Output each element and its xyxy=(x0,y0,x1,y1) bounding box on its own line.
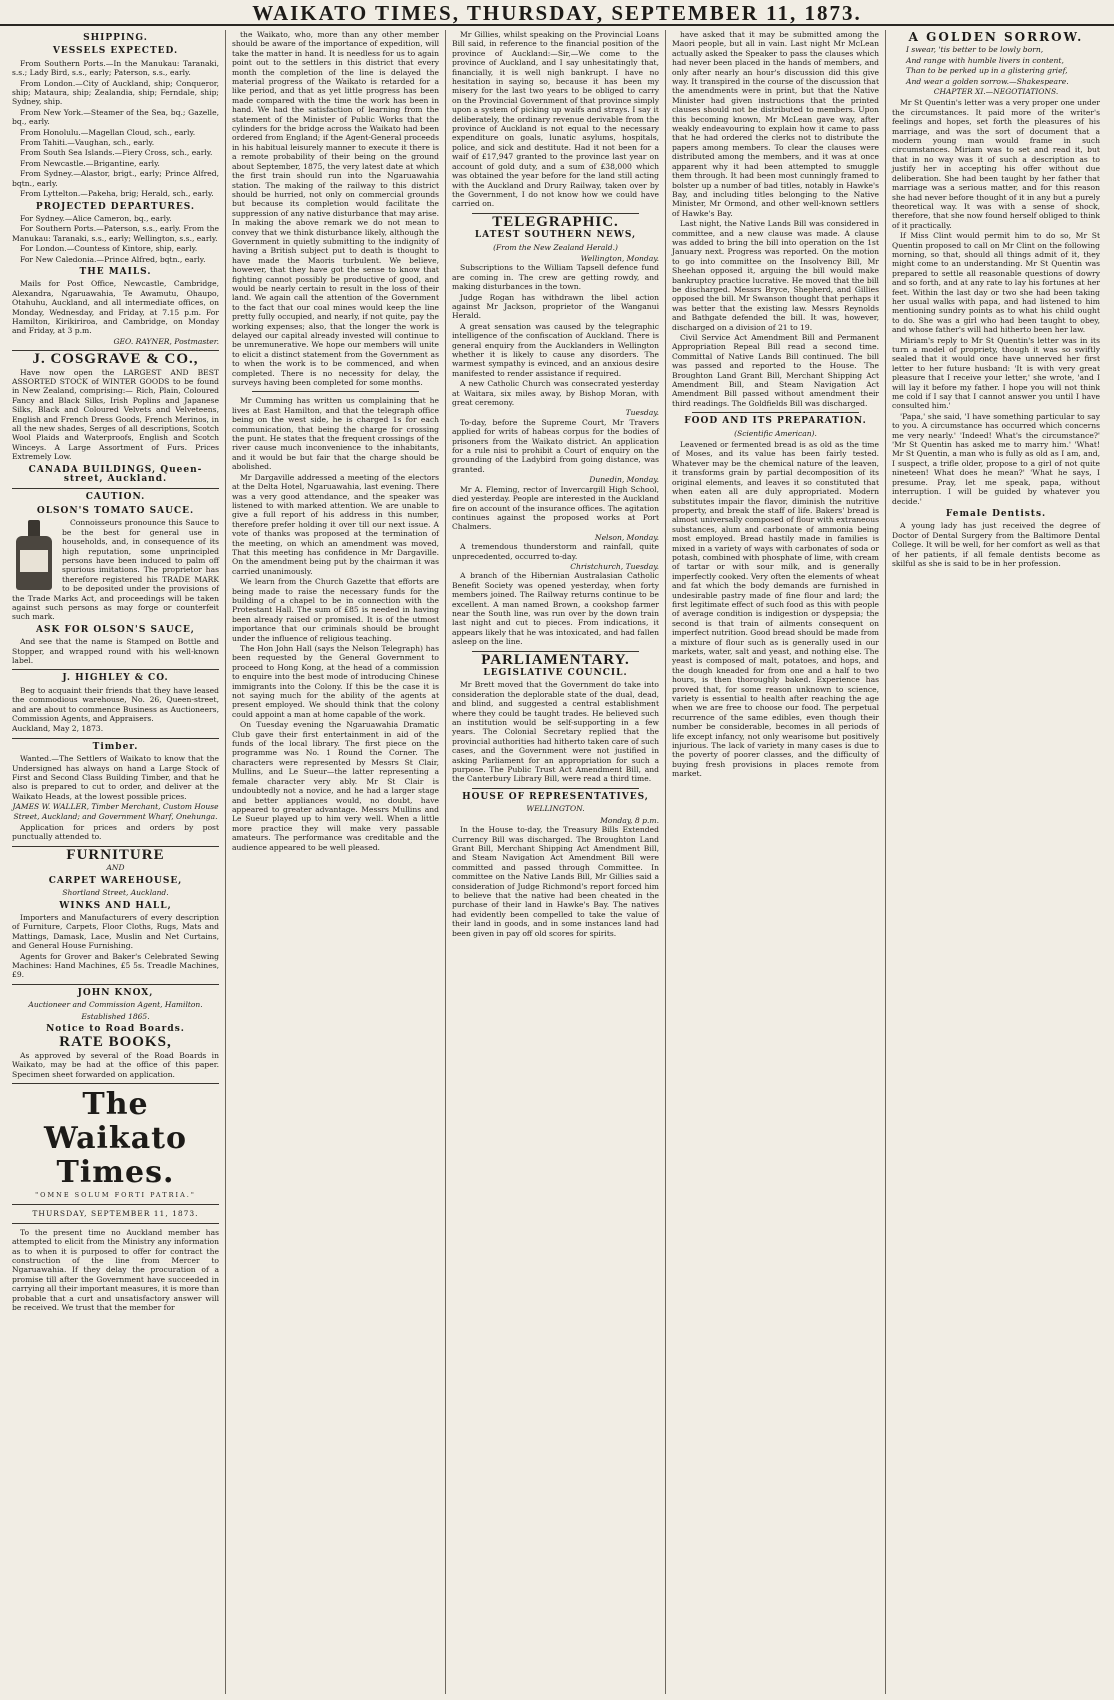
divider xyxy=(12,1204,219,1205)
vessel-entry: From London.—City of Auckland, ship; Conqueror, ship; Mataura, ship; Zealandia, ship; Ferndale, ship; Sydney, ship. xyxy=(12,78,219,107)
furniture-and: AND xyxy=(106,863,125,873)
knox-heading: JOHN KNOX, xyxy=(77,987,154,998)
paper-date: THURSDAY, SEPTEMBER 11, 1873. xyxy=(32,1209,199,1219)
sauce-bottle-icon xyxy=(12,520,56,590)
food-source: (Scientific American). xyxy=(734,428,817,438)
news-item: Mr A. Fleming, rector of Invercargill High School, died yesterday. People are interested in the Auckland fire on account of the insurance offices. The agitation continues against the proposed works at Port Chalmers. xyxy=(452,484,659,532)
highley-date: Auckland, May 2, 1873. xyxy=(12,724,104,734)
poem-line: And wear a golden sorrow.—Shakespeare. xyxy=(906,76,1069,86)
rate-books-text: As approved by several of the Road Boards in Waikato, may be had at the office of this paper. Specimen sheet forwarded on application. xyxy=(12,1050,219,1079)
departure-entry: For Southern Ports.—Paterson, s.s., early. From the Manukau: Taranaki, s.s., early; Wellington, s.s., early. xyxy=(12,224,219,243)
dateline: Wellington, Monday. xyxy=(580,253,659,263)
female-dentists-heading: Female Dentists. xyxy=(945,508,1047,519)
canada-buildings: CANADA BUILDINGS, Queen-street, Auckland. xyxy=(28,464,203,485)
highley-text: Beg to acquaint their friends that they have leased the commodious warehouse, No. 26, Queen-street, and are about to commence Business as Auctioneers, Commission Agents, and Appraisers. xyxy=(12,685,219,723)
paper-title: The Waikato Times. xyxy=(43,1087,187,1190)
masthead xyxy=(0,0,1114,26)
vessel-entry: From Lyttelton.—Pakeha, brig; Herald, sch., early. xyxy=(20,189,214,199)
vessel-entry: From Sydney.—Alastor, brigt., early; Prince Alfred, bqtn., early. xyxy=(12,169,219,188)
house-continued: have asked that it may be submitted among the Maori people, but all in vain. Last night Mr McLean actually asked the Speaker to pass the clauses which had never been placed in the hands of members, and only after nearly an hour's discussion did this give way. It transpired in the course of the discussion that the amendments were in print, but that the Native Minister had given instructions that the printed clauses should not be distributed to members. Upon this becoming known, Mr McLean gave way, after weakly endeavouring to explain how it came to pass that he had ordered the clerks not to distribute the papers among members. To clear the clauses were distributed among the members, and it was at once apparent why it had been attempted to smuggle them through. It had been most cunningly framed to bolster up a number of bad titles, notably in Hawke's Bay, and including titles belonging to the Native Minister, Mr Ormond, and other well-known settlers of Hawke's Bay. xyxy=(672,30,879,218)
olson-ask-text: And see that the name is Stamped on Bottle and Stopper, and wrapped round with his well-known label. xyxy=(12,637,219,665)
newspaper-columns xyxy=(6,30,1108,1694)
shipping-heading: SHIPPING. xyxy=(83,33,148,43)
legislative-text: Mr Brett moved that the Government do take into consideration the deplorable state of the dual, dead, and blind, and suggested a central establishment where they could be taught trades. He believed such an institution would be self-supporting in a few years. The Colonial Secretary replied that the provincial authorities had hitherto taken care of such cases, and the Government were not justified in asking Parliament for an appropriation for such a purpose. The Public Trust Act Amendment Bill, and the Canterbury Library Bill, were read a third time. xyxy=(452,680,659,784)
local-news: Mr Gillies, whilst speaking on the Provincial Loans Bill said, in reference to the financial position of the province of Auckland:—Sir,—We come to the province of Auckland, and I say unhesitatingly that, financially, it is well nigh bankrupt. I have no hesitation in saying so, because it has been my misery for the last two years to be obliged to carry on the Provincial Government of that province simply upon a system of picking up waifs and strays. I say it deliberately, the ordinary revenue derivable from the province of Auckland is not equal to the necessary expenditure on goals, lunatic asylums, hospitals, police, and sick and destitute. Had it not been for a waif of £17,947 granted to the province last year on account of gold duty, and a sum of £38,000 which was obtained the year before for the land still acting with the Auckland and Drury Railway, taken over by the Government, I do not know how we could have carried on. xyxy=(452,30,659,209)
divider xyxy=(12,984,219,985)
column-4 xyxy=(666,30,886,1694)
food-heading: FOOD AND ITS PREPARATION. xyxy=(684,416,867,427)
local-news: We learn from the Church Gazette that efforts are being made to raise the necessary funds for the building of a chapel to be in connection with the Protestant Hall. The sum of £85 is needed in having been already raised or promised. It is of the utmost importance that our criminals should be brought under the influence of religious teaching. xyxy=(232,577,439,643)
cosgrave-title: J. COSGRAVE & CO., xyxy=(32,351,199,368)
dateline: Nelson, Monday. xyxy=(594,532,659,542)
story-paragraph: 'Papa,' she said, 'I have something particular to say to you. A circumstance has occurred which concerns me very nearly.' 'Indeed! What's the circumstance?' 'Mr St Quentin has asked me to marry him.' 'What! Mr St Quentin, a man who is fully as old as I am, and, I suspect, a trifle older, propose to a girl of not quite nineteen! What does he mean?' 'What he says, I presume. Pray, let me speak, papa, without interruption. I will be guided by whatever you decide.' xyxy=(892,411,1100,506)
news-item: To-day, before the Supreme Court, Mr Travers applied for writs of habeas corpus for the bodies of prisoners from the Waikato district. An application for a rule nisi to prohibit a Court of enquiry on the grounding of the Ladybird from going distance, was granted. xyxy=(452,417,659,474)
column-2 xyxy=(226,30,446,1694)
house-continued: Last night, the Native Lands Bill was considered in committee, and a new clause was made. A clause was added to bring the bill into operation on the 1st January next. Progress was reported. On the motion to go into committee on the Insolvency Bill, Mr Sheehan opposed it, arguing the bill would make bankruptcy practice lucrative. He moved that the bill be discharged. Messrs Bryce, Shepherd, and Gillies opposed the bill. Mr Swanson thought that perhaps it was better that the existing law. Messrs Reynolds and Bathgate defended the bill. It was, however, discharged on a division of 21 to 19. xyxy=(672,219,879,332)
knox-established: Established 1865. xyxy=(81,1011,150,1021)
waller-note: Application for prices and orders by post punctually attended to. xyxy=(12,823,219,842)
latest-news-source: (From the New Zealand Herald.) xyxy=(493,242,618,252)
poem-line: I swear, 'tis better to be lowly born, xyxy=(906,45,1044,55)
local-news: Mr Dargaville addressed a meeting of the electors at the Delta Hotel, Ngaruawahia, last evening. There was a very good attendance, and the speaker was listened to with marked attention. We are unable to give a full report of his address in this number, therefore prefer holding it over till our next issue. A vote of thanks was proposed at the termination of the meeting, on which an amendment was moved, That this meeting has confidence in Mr Dargaville. On the amendment being put by the chairman it was carried unanimously. xyxy=(232,472,439,576)
local-news: On Tuesday evening the Ngaruawahia Dramatic Club gave their first entertainment in aid of the funds of the local library. The first piece on the programme was No. 1 Round the Corner. The characters were represented by Messrs St Clair, Mullins, and Le Sueur—the latter representing a female character very ably. Mr St Clair is undoubtedly not a novice, and he had a larger stage and better appliances would, no doubt, have appeared to greater advantage. Messrs Mullins and Le Sueur played up to him very well. When a little more practice they will make very passable amateurs. The performance was creditable and the audience appeared to be well pleased. xyxy=(232,720,439,852)
divider xyxy=(252,391,419,392)
vessel-entry: From Southern Ports.—In the Manukau: Taranaki, s.s.; Lady Bird, s.s., early; Paterson, s.s., early. xyxy=(12,58,219,78)
vessel-entry: From New York.—Steamer of the Sea, bq.; Gazelle, bq., early. xyxy=(12,107,219,127)
dateline: Monday, 8 p.m. xyxy=(600,815,659,825)
olson-text: Connoisseurs pronounce this Sauce to be the best for general use in households, and, in consequence of its high reputation, some unprincipled persons have been induced to palm off spurious imitations. The proprietor has therefore registered his TRADE MARK to be deposited under the provisions of the Trade Marks Act, and proceedings will be taken against such persons as may forge or counterfeit such mark. xyxy=(12,518,219,622)
winks-agents: Agents for Grover and Baker's Celebrated Sewing Machines: Hand Machines, £5 5s. Treadle Machines, £9. xyxy=(12,951,219,980)
vessels-heading: VESSELS EXPECTED. xyxy=(52,46,179,57)
divider xyxy=(12,488,219,489)
vessel-entry: From South Sea Islands.—Fiery Cross, sch., early. xyxy=(20,148,213,158)
story-paragraph: If Miss Clint would permit him to do so, Mr St Quentin proposed to call on Mr Clint on the following morning, so that, should all things admit of it, they might come to an understanding. Mr St Quentin was prepared to settle all reasonable questions of dowry and so forth, and at any rate to lay his fortunes at her feet. Within the last day or two she had been taking her usual walks with papa, and had listened to him mentioning sundry points as to what his child ought to do. She was a girl who had been taught to obey, and whose father's will had hitherto been her law. xyxy=(892,231,1100,335)
knox-text: Auctioneer and Commission Agent, Hamilton. xyxy=(28,1000,203,1010)
departures-heading: PROJECTED DEPARTURES. xyxy=(35,201,196,212)
local-news: The Hon John Hall (says the Nelson Telegraph) has been requested by the General Government to proceed to Hong Kong, at the head of a commission to enquire into the best mode of introducing Chinese immigrants into the Colony. If this be the case it is not saying much for the ability of the agents at present employed. We should think that the colony could appoint a man at home capable of the work. xyxy=(232,644,439,719)
dateline: Dunedin, Monday. xyxy=(589,475,659,485)
house-heading: HOUSE OF REPRESENTATIVES, xyxy=(462,791,649,802)
parliamentary-heading: PARLIAMENTARY. xyxy=(481,651,630,668)
chapter-heading: CHAPTER XI.—NEGOTIATIONS. xyxy=(933,87,1059,97)
timber-text: Wanted.—The Settlers of Waikato to know that the Undersigned has always on hand a Large Stock of First and Second Class Building Timber, and that he also is prepared to cut to order, and deliver at the Waikato Heads, at the lowest possible prices. xyxy=(12,754,219,801)
column-3 xyxy=(446,30,666,1694)
departure-entry: For Sydney.—Alice Cameron, bq., early. xyxy=(20,213,172,223)
rate-books-heading: RATE BOOKS, xyxy=(59,1034,172,1051)
divider xyxy=(12,669,219,670)
mails-heading: THE MAILS. xyxy=(79,266,152,277)
local-news: Mr Cumming has written us complaining that he lives at East Hamilton, and that the telegraph office being on the west side, he is charged 1s for each communication, that being the charge for crossing the punt. He states that the frequent crossings of the river cause much inconvenience to the inhabitants, and it would be but fair that the charge should be abolished. xyxy=(232,396,439,472)
mails-signature: GEO. RAYNER, Postmaster. xyxy=(113,336,219,346)
news-item: A great sensation was caused by the telegraphic intelligence of the confiscation of Auckland. There is general enquiry from the Aucklanders in Wellington whether it is likely to cause any disorders. The warmest sympathy is evinced, and an anxious desire manifested to render assistance if required. xyxy=(452,321,659,378)
olson-ask: ASK FOR OLSON'S SAUCE, xyxy=(36,624,195,635)
departure-entry: For London.—Countess of Kintore, ship, early. xyxy=(20,244,198,254)
divider xyxy=(472,788,639,789)
timber-heading: Timber. xyxy=(92,741,139,752)
legislative-heading: LEGISLATIVE COUNCIL. xyxy=(483,668,628,678)
column-5 xyxy=(886,30,1106,1694)
carpet-heading: CARPET WAREHOUSE, xyxy=(48,875,183,886)
latest-news-heading: LATEST SOUTHERN NEWS, xyxy=(474,230,637,241)
caution-heading: CAUTION. xyxy=(85,492,146,503)
story-paragraph: Miriam's reply to Mr St Quentin's letter was in its turn a model of propriety, though it was so swiftly sealed that it would once have unnerved her first letter to her future husband: 'It is with very great pleasure that I receive your letter,' she wrote, 'and I will lay it before my father. I hope you will not think me cold if I say that I cannot answer you until I have consulted him.' xyxy=(892,335,1100,411)
cosgrave-text: Have now open the LARGEST AND BEST ASSORTED STOCK of WINTER GOODS to be found in New Zealand, comprising:— Rich, Plain, Coloured Fancy and Black Silks, Irish Poplins and Japanese Silks, Black and Coloured Velvets and Velveteens, English and French Dress Goods, French Merinos, in all the new shades, Serges of all descriptions, Scotch Wool Plaids and Waterproofs, English and Scotch Winceys. A Large Assortment of Furs. Prices Extremely Low. xyxy=(12,367,219,462)
news-item: A new Catholic Church was consecrated yesterday at Waitara, six miles away, by Bishop Moran, with great ceremony. xyxy=(452,379,659,408)
column-1 xyxy=(6,30,226,1694)
leader-continued: the Waikato, who, more than any other member should be aware of the importance of expedition, will take the matter in hand. It is needless for us to again point out to the settlers in this district that every month the completion of the line is delayed the material progress of the Waikato is retarded for a like period, and that as yet little progress has been made compared with the time the work has been in hand. We had the satisfaction of learning from the statement of the Minister of Public Works that the cylinders for the bridge across the Waikato had been ordered from England; if the Agent-General proceeds in his habitual leisurely manner to execute it there is a remote probability of their being on the ground about September, 1875, the very latest date at which the first train should run into the Ngaruawahia station. The making of the railway to this district should be hurried, not only on commercial grounds but because its completion would facilitate the suppression of any native disturbance that may arise. In making the above remark we do not mean to convey that we think disturbance likely, although the Government in quietly submitting to the indignity of having a British subject put to death is thought to have made the Maoris turbulent. We believe, however, that they have got the sense to know that fighting cannot possibly be productive of good, and would be nearly certain to result in the loss of their land. We again call the attention of the Government to the fact that our coal mines would keep the line pretty fully occupied, and nearly, if not quite, pay the working expenses; also, that the longer the work is delayed our capital already invested will continue to be unremunerative. We hope our members will unite to elicit a distinct statement from the Government as to when the work is to be commenced, and when completed. There is no necessity for delay, the surveys having been completed for some months. xyxy=(232,30,439,388)
divider xyxy=(12,1223,219,1224)
vessel-entry: From Tahiti.—Vaughan, sch., early. xyxy=(20,138,155,148)
winks-heading: WINKS AND HALL, xyxy=(59,900,172,911)
telegraphic-heading: TELEGRAPHIC. xyxy=(492,213,619,230)
divider xyxy=(12,1083,219,1084)
winks-text: Importers and Manufacturers of every description of Furniture, Carpets, Floor Cloths, Rugs, Mats and Mattings, Damask, Lace, Muslin and Net Curtains, and General House Furnishing. xyxy=(12,912,219,951)
divider xyxy=(12,738,219,739)
poem-line: Than to be perked up in a glistering grief, xyxy=(906,66,1068,76)
leader-text: To the present time no Auckland member has attempted to elicit from the Ministry any information as to when it is purposed to offer for contract the construction of the line from Mercer to Ngaruawahia. If they delay the procuration of a promise till after the Government have succeeded in carrying all their important measures, it is more than probable that a curt and unsatisfactory answer will be received. We trust that the member for xyxy=(12,1227,219,1313)
vessel-entry: From Newcastle.—Brigantine, early. xyxy=(20,158,160,168)
furniture-heading: FURNITURE xyxy=(66,846,165,863)
news-item: Subscriptions to the William Tapsell defence fund are coming in. The crew are getting rowdy, and making disturbances in the town. xyxy=(452,263,659,292)
house-text: In the House to-day, the Treasury Bills Extended Currency Bill was discharged. The Broughton Land Grant Bill, Merchant Shipping Act Amendment Bill, and Steam Navigation Act Amendment Bill were committed and passed through Committee. In committee on the Native Lands Bill, Mr Gillies said a consideration of Judge Richmond's report forced him to believe that the native had been cheated in the purchase of their land in Hawke's Bay. The natives had evidently been compelled to take the value of their land in goods, and in some instances land had been given in pay off old scores for spirits. xyxy=(452,825,659,938)
house-subheading: WELLINGTON. xyxy=(526,804,585,814)
news-item: A tremendous thunderstorm and rainfall, quite unprecedented, occurred to-day. xyxy=(452,542,659,561)
dateline: Christchurch, Tuesday. xyxy=(570,561,659,571)
paper-motto: "OMNE SOLUM FORTI PATRIA." xyxy=(35,1191,196,1199)
news-item: Judge Rogan has withdrawn the libel action against Mr Jackson, proprietor of the Wanganui Herald. xyxy=(452,292,659,321)
dateline: Tuesday. xyxy=(625,408,659,418)
vessel-entry: From Honolulu.—Magellan Cloud, sch., early. xyxy=(20,127,196,137)
divider xyxy=(692,412,859,413)
food-text: Leavened or fermented bread is as old as the time of Moses, and its value has been fairly tested. Whatever may be the chemical nature of the leaven, it transforms grain by partial decomposition of its original elements, and leaves it so constituted that when eaten all are duly appropriated. Modern substitutes impair the flavor, diminish the nutritive property, and break the staff of life. Bakers' bread is almost universally composed of flour with extraneous substances, alum and carbonate of ammonia being most employed. Bread hastily made in families is mixed in a variety of ways with carbonates of soda or potash, combined with phosphate of lime, with cream of tartar or with sour milk, and is generally imperfectly cooked. Very often the elements of wheat and fat which the body demands are furnished in undesirable pastry made of fine flour and lard; the first legitimate effect of such food as this with people of average condition is indigestion or dyspepsia; the second is that train of ailments consequent on imperfect nutrition. Good bread should be made from a mixture of flour such as is generally used in our markets, water, salt and yeast, and nothing else. The yeast is composed of malt, potatoes, and hops, and the dough kneaded for from one and a half to two hours, is then thoroughly baked. Experience has proved that, for some reason unknown to science, variety is essential to health after reaching the age when we are free to choose our food. The perpetual recurrence of the same edibles, even though their number be considerable, becomes in all periods of life except infancy, not only wearisome but positively injurious. The lack of variety in many cases is due to the poverty of poorer classes, and the difficulty of buying fresh provisions in places remote from market. xyxy=(672,440,880,779)
highley-title: J. HIGHLEY & CO. xyxy=(62,673,169,684)
golden-sorrow-heading: A GOLDEN SORROW. xyxy=(908,30,1084,44)
house-continued: Civil Service Act Amendment Bill and Permanent Appropriation Repeal Bill read a second time. Committal of Native Lands Bill continued. The bill was passed and reported to the House. The Broughton Land Grant Bill, Merchant Shipping Act Amendment Bill, and Steam Navigation Act Amendment Bill passed without amendment their third readings. The Goldfields Bill was discharged. xyxy=(672,333,879,408)
poem-line: And range with humble livers in content, xyxy=(906,55,1064,65)
story-paragraph: Mr St Quentin's letter was a very proper one under the circumstances. It paid more of the writer's feelings and hopes, set forth the pleasures of his marriage, and was the sort of document that a modern young man would frame in such circumstances. Miriam was to set and read it, but that in no way was it of such a description as to justify her in accepting his offer without due deliberation. She had been taught by her father that marriage was a serious matter, and for this reason she had never before thought of it in any but a purely theoretical way. It was with a sense of shock, therefore, that she now found herself obliged to think of it practically. xyxy=(892,98,1100,230)
carpet-address: Shortland Street, Auckland. xyxy=(62,888,169,898)
news-item: A branch of the Hibernian Australasian Catholic Benefit Society was opened yesterday, when forty members joined. The Railway returns continue to be excellent. A man named Brown, a cookshop farmer near the South line, was run over by the down train last night and cut to pieces. From indications, it appears likely that he was intoxicated, and had fallen asleep on the line. xyxy=(452,571,659,647)
departure-entry: For New Caledonia.—Prince Alfred, bqtn., early. xyxy=(20,254,206,264)
waller-address: JAMES W. WALLER, Timber Merchant, Custom House Street, Auckland; and Government Wharf, Onehunga. xyxy=(12,802,219,821)
female-dentists-text: A young lady has just received the degree of Doctor of Dental Surgery from the Baltimore Dental College. It will be well, for her comfort as well as that of her patients, if all female dentists become as skilful as she is said to be in her profession. xyxy=(892,521,1100,568)
olson-heading: OLSON'S TOMATO SAUCE. xyxy=(36,505,195,516)
mails-text: Mails for Post Office, Newcastle, Cambridge, Alexandra, Ngaruawahia, Te Awamutu, Ohaupo, Otahuhu, Auckland, and all intermediate offices, on Monday, Wednesday, and Friday, at 7.15 p.m. For Hamilton, Kirikiriroa, and Cambridge, on Monday and Friday, at 3 p.m. xyxy=(12,279,219,336)
road-boards-heading: Notice to Road Boards. xyxy=(46,1023,185,1034)
masthead-title: WAIKATO TIMES, THURSDAY, SEPTEMBER 11, 1873. xyxy=(252,1,862,25)
